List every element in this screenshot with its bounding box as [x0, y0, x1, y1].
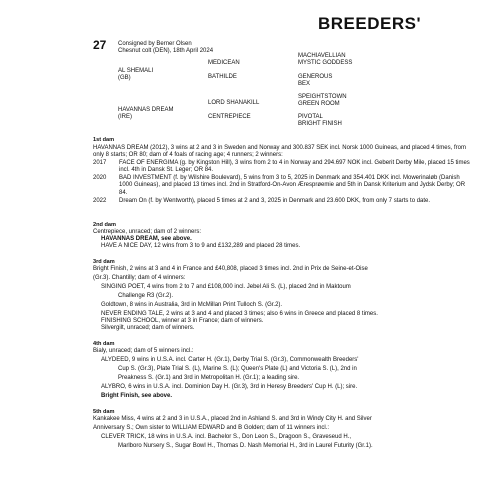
pedigree-dd-sire: PIVOTAL [298, 114, 323, 120]
second-dam-line1: Centrepiece, unraced; dam of 2 winners: [93, 229, 202, 235]
first-dam-year-2020: 2020 [93, 175, 107, 181]
first-dam-intro: HAVANNAS DREAM (2012), 3 wins at 2 and 3 in Sweden and Norway and 300.837 SEK incl. Norsk 1000 Guineas, and placed 4 times, from only 8 starts; OR 80; dam of 4 foals of racing age; 4 runners; 2 winners: [93, 145, 466, 159]
third-dam-line2: (Gr.3). Chantilly; dam of 4 winners: [93, 275, 186, 281]
lot-number: 27 [93, 38, 107, 52]
third-dam-line4: Challenge R3 (Gr.2). [118, 293, 174, 299]
breeders-logo: BREEDERS' [318, 14, 422, 33]
fourth-dam-line3: Cup S. (Gr.3), Plate Trial S. (L), Marine S. (L); Queen's Plate (L) and Victoria S. (L), 2nd in [118, 366, 357, 372]
fourth-dam-line2: ALYDEED, 9 wins in U.S.A. incl. Carter H. (Gr.1), Derby Trial S. (Gr.3), Commonwealth Breeders' [101, 357, 359, 363]
first-dam-produce-2020: BAD INVESTMENT (f. by Wilshire Boulevard), 5 wins from 3 to 5, 2025 in Denmark and 354.401 DKK incl. Mowerinaløb (Danish 1000 Guineas), and placed 13 times incl. 2nd in Stratford-On-Avon Æresprøemie and 5th in Dansk Kriterium and Jydsk Derby; OR 84. [119, 175, 466, 196]
pedigree-ds-sire: SPEIGHTSTOWN [298, 94, 347, 100]
fourth-dam-heading: 4th dam [93, 341, 115, 347]
pedigree-dam-line1: HAVANNAS DREAM [118, 107, 174, 113]
consignor: Consigned by Berner Olsen [118, 41, 192, 47]
first-dam-year-2022: 2022 [93, 198, 107, 204]
third-dam-line7: FINISHING SCHOOL, winner at 3 in France; dam of winners. [101, 318, 264, 324]
pedigree-sd-dam: BEX [298, 81, 311, 87]
fifth-dam-line1: Kankakee Miss, 4 wins at 2 and 3 in U.S.A., placed 2nd in Ashland S. and 3rd in Windy City H. and Silver [93, 416, 372, 422]
fourth-dam-line6: Bright Finish, see above. [101, 393, 173, 399]
pedigree-ss-sire: MACHIAVELLIAN [298, 53, 346, 59]
fourth-dam-line4: Preakness S. (Gr.1) and 3rd in Metropolitan H. (Gr.1); a leading sire. [118, 375, 300, 381]
fifth-dam-line2: Anniversary S.; Own sister to WILLIAM EDWARD and B Golden; dam of 11 winners incl.: [93, 425, 330, 431]
third-dam-line5: Goldtown, 8 wins in Australia, 3rd in McMillan Print Tulloch S. (Gr.2). [101, 302, 283, 308]
fifth-dam-heading: 5th dam [93, 409, 115, 415]
third-dam-heading: 3rd dam [93, 259, 115, 265]
pedigree-ss-dam: MYSTIC GODDESS [298, 60, 353, 66]
second-dam-line2: HAVANNAS DREAM, see above. [101, 236, 192, 242]
pedigree-dam-sire: LORD SHANAKILL [208, 100, 260, 106]
second-dam-line3: HAVE A NICE DAY, 12 wins from 3 to 9 and £132,289 and placed 28 times. [101, 243, 301, 249]
pedigree-dam-dam: CENTREPIECE [208, 114, 251, 120]
pedigree-sd-sire: GENEROUS [298, 74, 333, 80]
horse-description: Chesnut colt (DEN), 18th April 2024 [118, 48, 214, 54]
pedigree-dd-dam: BRIGHT FINISH [298, 121, 342, 127]
first-dam-year-2017: 2017 [93, 160, 107, 166]
pedigree-ds-dam: GREEN ROOM [298, 101, 340, 107]
first-dam-heading: 1st dam [93, 137, 115, 143]
third-dam-line6: NEVER ENDING TALE, 2 wins at 3 and 4 and placed 3 times; also 6 wins in Greece and placed 8 times. [101, 311, 378, 317]
third-dam-line3: SINGING POET, 4 wins from 2 to 7 and £108,000 incl. Jebel Ali S. (L), placed 2nd in Maktoum [101, 284, 351, 290]
second-dam-heading: 2nd dam [93, 222, 117, 228]
fifth-dam-line4: Marlboro Nursery S., Sugar Bowl H., Thomas D. Nash Memorial H., 3rd in Laurel Futurity (Gr.1). [118, 443, 373, 449]
fourth-dam-line1: Bialy, unraced; dam of 5 winners incl.: [93, 348, 194, 354]
pedigree-sire-sire: MEDICEAN [208, 60, 240, 66]
first-dam-produce-2022: Dream On (f. by Wentworth), placed 5 times at 2 and 3, 2025 in Denmark and 23.600 DKK, from only 7 starts to date. [119, 198, 431, 204]
fourth-dam-line5: ALYBRO, 6 wins in U.S.A. incl. Dominion Day H. (Gr.3), 3rd in Heresy Breeders' Cup H. (L); sire. [101, 384, 358, 390]
fifth-dam-line3: CLEVER TRICK, 18 wins in U.S.A. incl. Bachelor S., Don Leon S., Dragoon S., Graveseud H., [101, 434, 352, 440]
pedigree-dam-line2: (IRE) [118, 114, 132, 120]
pedigree-sire-line2: (GB) [118, 75, 131, 81]
first-dam-produce-2017: FACE OF ENERGIMA (g. by Kingston Hill), 3 wins from 2 to 4 in Norway and 294.697 NOK incl. Geberit Derby Mile, placed 15 times incl. 4th in Dansk St. Leger; OR 84. [119, 160, 470, 174]
third-dam-line1: Bright Finish, 2 wins at 3 and 4 in France and £40,808, placed 3 times incl. 2nd in Prix de Seine-et-Oise [93, 266, 368, 272]
third-dam-line8: Silvergilt, unraced; dam of winners. [101, 325, 195, 331]
pedigree-sire-dam: BATHILDE [208, 74, 237, 80]
pedigree-sire-line1: AL SHEMALI [118, 68, 154, 74]
